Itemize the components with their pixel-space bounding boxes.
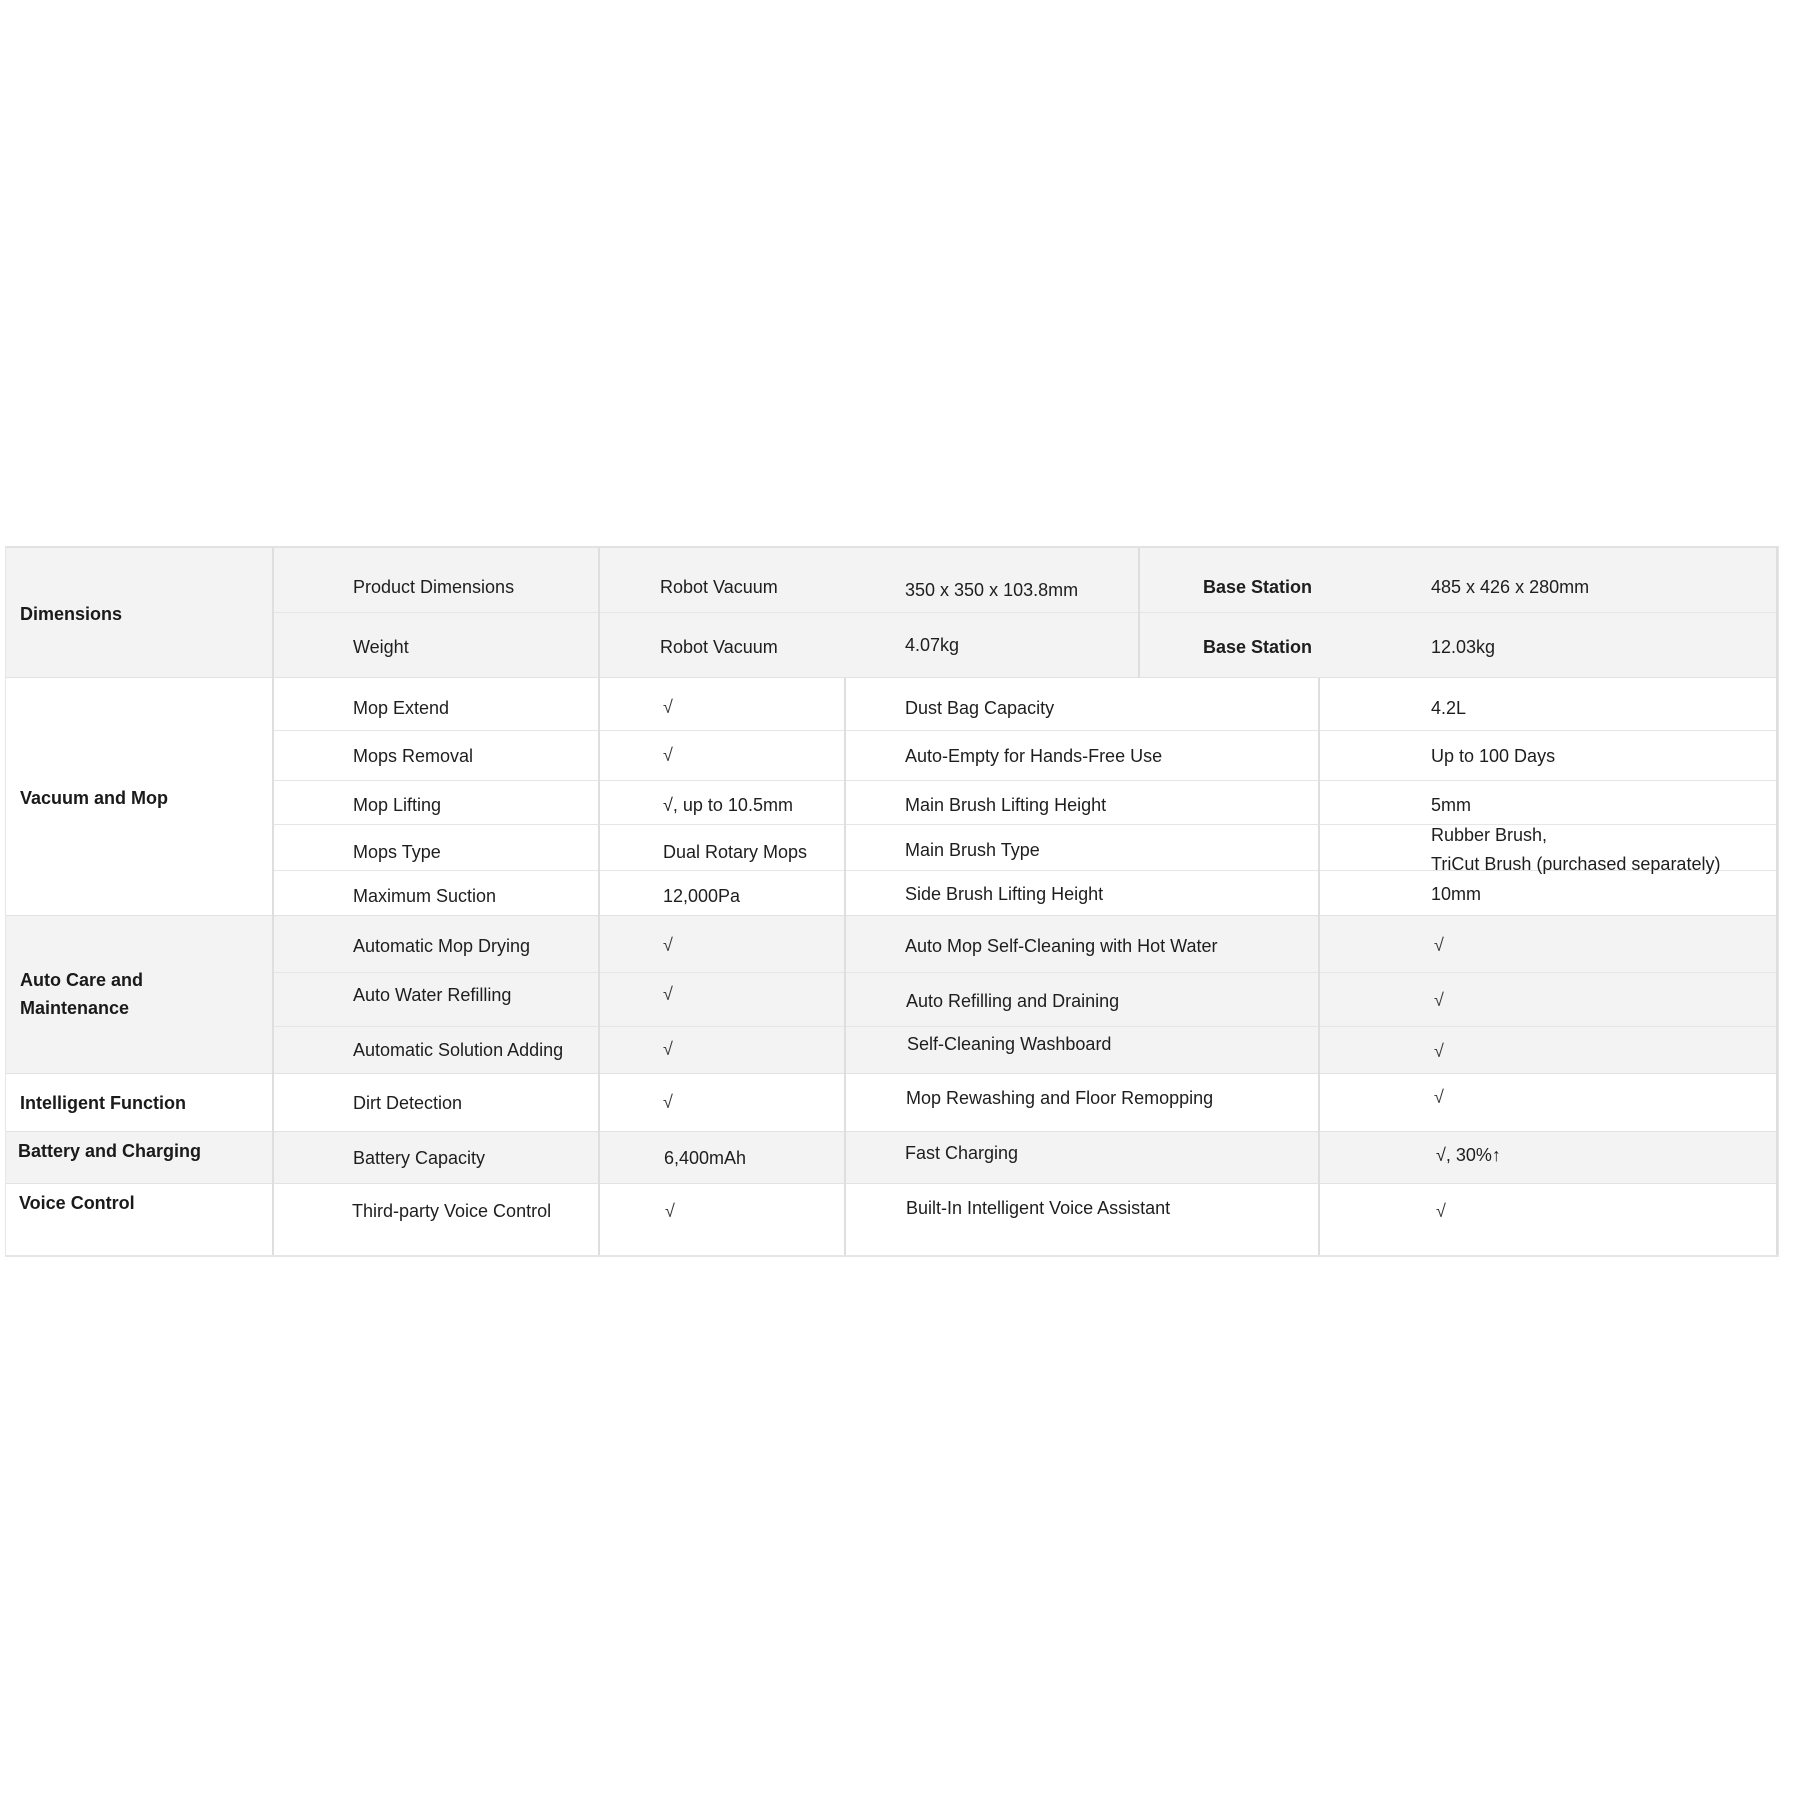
row-label: Auto Water Refilling <box>353 985 512 1005</box>
value-text: √, 30%↑ <box>1436 1145 1501 1165</box>
value-text: 350 x 350 x 103.8mm <box>905 580 1079 600</box>
row-label: Mop Extend <box>353 698 450 718</box>
value-text: TriCut Brush (purchased separately) <box>1431 854 1721 874</box>
check-icon: √ <box>1434 990 1444 1010</box>
value-text: Dual Rotary Mops <box>663 842 808 862</box>
row-label: Dust Bag Capacity <box>905 698 1055 718</box>
check-icon: √ <box>663 697 673 717</box>
row-label: Mops Type <box>353 842 441 862</box>
item-label: Base Station <box>1203 577 1313 597</box>
value-text: 12.03kg <box>1431 637 1496 657</box>
category-voice: Voice Control <box>19 1193 135 1213</box>
check-icon: √ <box>665 1201 675 1221</box>
check-icon: √ <box>663 745 673 765</box>
divider <box>274 824 1778 825</box>
row-label: Mops Removal <box>353 746 474 766</box>
row-label: Mop Lifting <box>353 795 442 815</box>
value-text: Rubber Brush, <box>1431 825 1548 845</box>
row-label: Mop Rewashing and Floor Remopping <box>906 1088 1214 1108</box>
value-text: Up to 100 Days <box>1431 746 1556 766</box>
item-label: Robot Vacuum <box>660 577 778 597</box>
value-text: 5mm <box>1431 795 1471 815</box>
divider <box>1318 678 1320 1255</box>
row-label: Dirt Detection <box>353 1093 463 1113</box>
row-label: Fast Charging <box>905 1143 1019 1163</box>
row-label: Third-party Voice Control <box>352 1201 552 1221</box>
divider <box>274 780 1778 781</box>
item-label: Robot Vacuum <box>660 637 778 657</box>
divider <box>274 612 1778 613</box>
row-label: Main Brush Type <box>905 840 1040 860</box>
category-dimensions: Dimensions <box>20 604 123 624</box>
row-label: Self-Cleaning Washboard <box>907 1034 1112 1054</box>
category-intelligent: Intelligent Function <box>20 1093 186 1113</box>
row-label: Automatic Mop Drying <box>353 936 531 956</box>
value-text: 12,000Pa <box>663 886 741 906</box>
row-label: Maximum Suction <box>353 886 497 906</box>
row-label: Built-In Intelligent Voice Assistant <box>906 1198 1171 1218</box>
check-icon: √ <box>1436 1201 1446 1221</box>
row-label: Side Brush Lifting Height <box>905 884 1104 904</box>
row-label: Main Brush Lifting Height <box>905 795 1107 815</box>
divider <box>274 1026 1778 1027</box>
row-label: Weight <box>353 637 409 657</box>
row-label: Auto-Empty for Hands-Free Use <box>905 746 1163 766</box>
category-auto-care: Maintenance <box>20 998 130 1018</box>
value-text: 6,400mAh <box>664 1148 747 1168</box>
value-text: √, up to 10.5mm <box>663 795 793 815</box>
check-icon: √ <box>1434 1087 1444 1107</box>
spec-table <box>5 546 1779 1257</box>
value-text: 485 x 426 x 280mm <box>1431 577 1590 597</box>
value-text: 4.07kg <box>905 635 960 655</box>
divider <box>1138 548 1140 678</box>
category-vacuum-mop: Vacuum and Mop <box>20 788 169 808</box>
row-label: Auto Refilling and Draining <box>906 991 1120 1011</box>
check-icon: √ <box>1434 935 1444 955</box>
check-icon: √ <box>663 984 673 1004</box>
divider <box>274 730 1778 731</box>
row-label: Battery Capacity <box>353 1148 486 1168</box>
category-auto-care: Auto Care and <box>20 970 144 990</box>
check-icon: √ <box>663 1039 673 1059</box>
divider <box>844 678 846 1255</box>
row-label: Automatic Solution Adding <box>353 1040 564 1060</box>
divider <box>272 548 274 1255</box>
category-battery: Battery and Charging <box>18 1141 202 1161</box>
value-text: 10mm <box>1431 884 1482 904</box>
check-icon: √ <box>663 935 673 955</box>
row-label: Auto Mop Self-Cleaning with Hot Water <box>905 936 1218 956</box>
divider <box>274 972 1778 973</box>
value-text: 4.2L <box>1431 698 1467 718</box>
row-label: Product Dimensions <box>353 577 515 597</box>
check-icon: √ <box>1434 1041 1444 1061</box>
divider <box>598 548 600 1255</box>
item-label: Base Station <box>1203 637 1313 657</box>
divider <box>1776 548 1778 1255</box>
check-icon: √ <box>663 1092 673 1112</box>
